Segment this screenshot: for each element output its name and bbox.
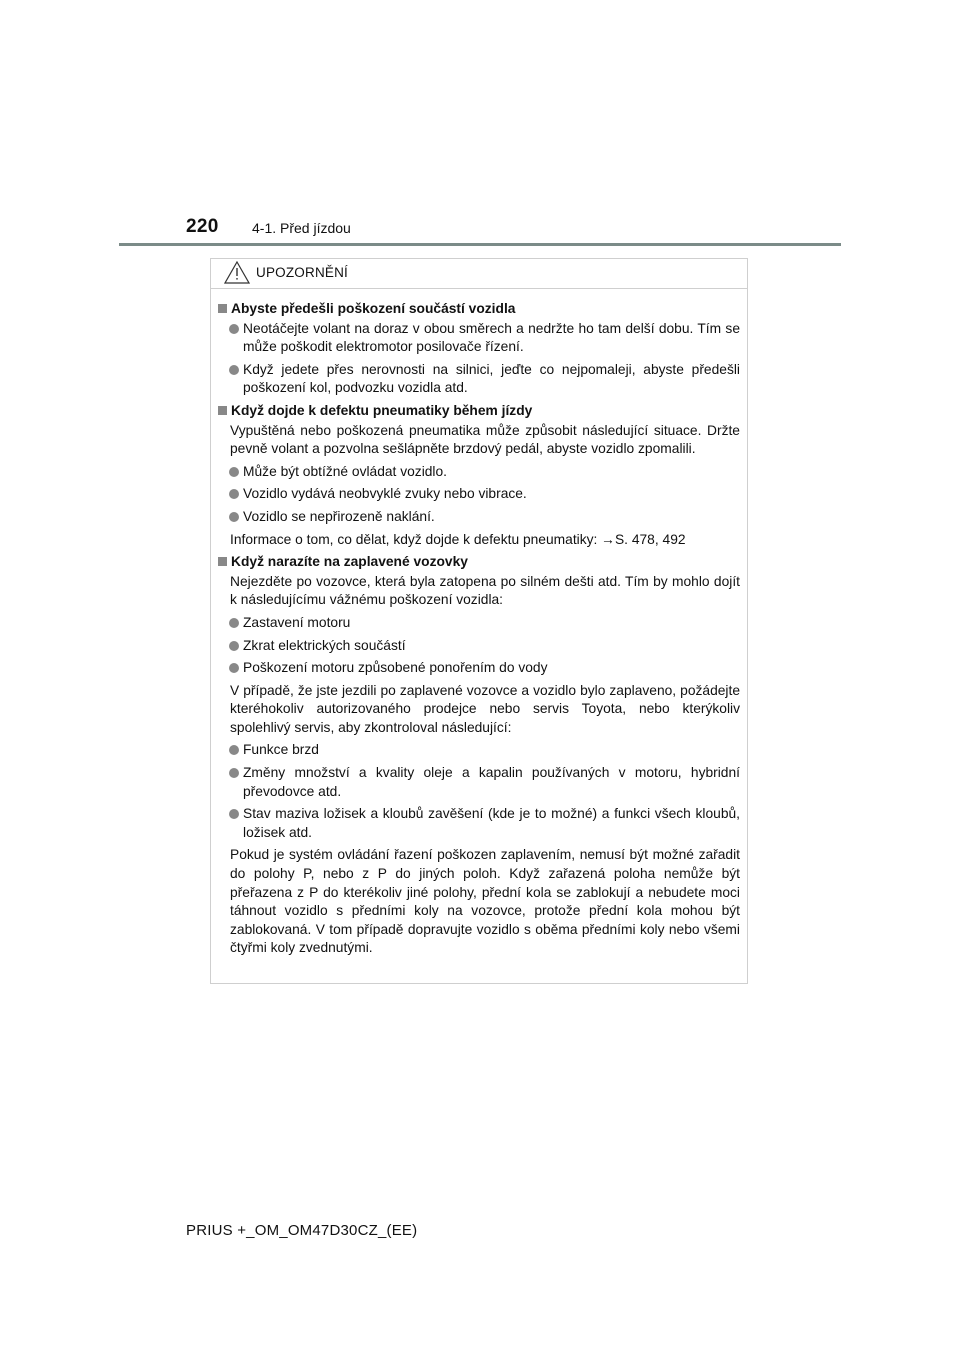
list-item: Může být obtížné ovládat vozidlo.: [218, 463, 740, 482]
list-item: Změny množství a kvality oleje a kapalin používaných v motoru, hybridní převodovce atd.: [218, 764, 740, 801]
square-bullet-icon: [218, 557, 227, 566]
paragraph: Nejezděte po vozovce, která byla zatopena po silném dešti atd. Tím by mohlo dojít k následujícímu vážnému poškození vozidla:: [230, 573, 740, 608]
bullet-icon: [229, 768, 239, 778]
document-code: PRIUS +_OM_OM47D30CZ_(EE): [186, 1222, 418, 1239]
section-component-damage: [218, 300, 740, 398]
paragraph: V případě, že jste jezdili po zaplavené vozovce a vozidlo bylo zaplaveno, požádejte kteréhokoliv autorizovaného prodejce nebo servis Toyota, nebo kterýkoliv spolehlivý servis, aby zkontroloval následující:: [230, 682, 740, 735]
header-divider: [119, 243, 841, 246]
list-item: Zkrat elektrických součástí: [218, 637, 740, 656]
warning-label: UPOZORNĚNÍ: [256, 265, 349, 280]
list-item: Vozidlo vydává neobvyklé zvuky nebo vibrace.: [218, 485, 740, 504]
section-title: 4-1. Před jízdou: [252, 220, 351, 236]
bullet-icon: [229, 512, 239, 522]
bullet-icon: [229, 489, 239, 499]
paragraph: Pokud je systém ovládání řazení poškozen zaplavením, nemusí být možné zařadit do polohy P, nebo z P do jiných poloh. Když zařazená poloha nemůže být přeřazena z P do kterékoliv jiné polohy, přední kola se zablokují a nebudete moci táhnout vozidlo s předními koly na vozovce, protože přední kola mohou být zablokovaná. V tom případě dopravujte vozidlo s oběma předními koly nebo všemi čtyřmi koly zvednutými.: [230, 847, 740, 956]
section-flooded-roads: [218, 553, 740, 958]
section-flat-tire: [218, 402, 740, 549]
bullet-icon: [229, 641, 239, 651]
bullet-icon: [229, 324, 239, 334]
bullet-icon: [229, 467, 239, 477]
paragraph: Informace o tom, co dělat, když dojde k defektu pneumatiky: →S. 478, 492: [230, 531, 686, 547]
square-bullet-icon: [218, 304, 227, 313]
warning-triangle-icon: [224, 261, 250, 284]
bullet-icon: [229, 745, 239, 755]
warning-box: [210, 258, 748, 984]
bullet-icon: [229, 809, 239, 819]
section-heading: Když dojde k defektu pneumatiky během jízdy: [218, 402, 740, 421]
square-bullet-icon: [218, 406, 227, 415]
warning-header: [211, 259, 747, 289]
list-item: Stav maziva ložisek a kloubů zavěšení (kde je to možné) a funkci všech kloubů, ložisek atd.: [218, 805, 740, 842]
bullet-icon: [229, 365, 239, 375]
list-item: Neotáčejte volant na doraz v obou směrech a nedržte ho tam delší dobu. Tím se může poškodit elektromotor posilovače řízení.: [218, 320, 740, 357]
list-item: Vozidlo se nepřirozeně naklání.: [218, 508, 740, 527]
warning-content: [211, 289, 747, 958]
section-heading: Když narazíte na zaplavené vozovky: [218, 553, 740, 572]
list-item: Když jedete přes nerovnosti na silnici, jeďte co nejpomaleji, abyste předešli poškození kol, podvozku vozidla atd.: [218, 361, 740, 398]
bullet-icon: [229, 663, 239, 673]
section-heading: Abyste předešli poškození součástí vozidla: [218, 300, 740, 319]
bullet-icon: [229, 618, 239, 628]
page-header: [0, 0, 960, 250]
list-item: Funkce brzd: [218, 741, 740, 760]
list-item: Zastavení motoru: [218, 614, 740, 633]
page-number: 220: [186, 216, 219, 237]
paragraph: Vypuštěná nebo poškozená pneumatika může způsobit následující situace. Držte pevně volant a pozvolna sešlápněte brzdový pedál, abyste vozidlo zpomalili.: [230, 422, 740, 457]
list-item: Poškození motoru způsobené ponořením do vody: [218, 659, 740, 678]
